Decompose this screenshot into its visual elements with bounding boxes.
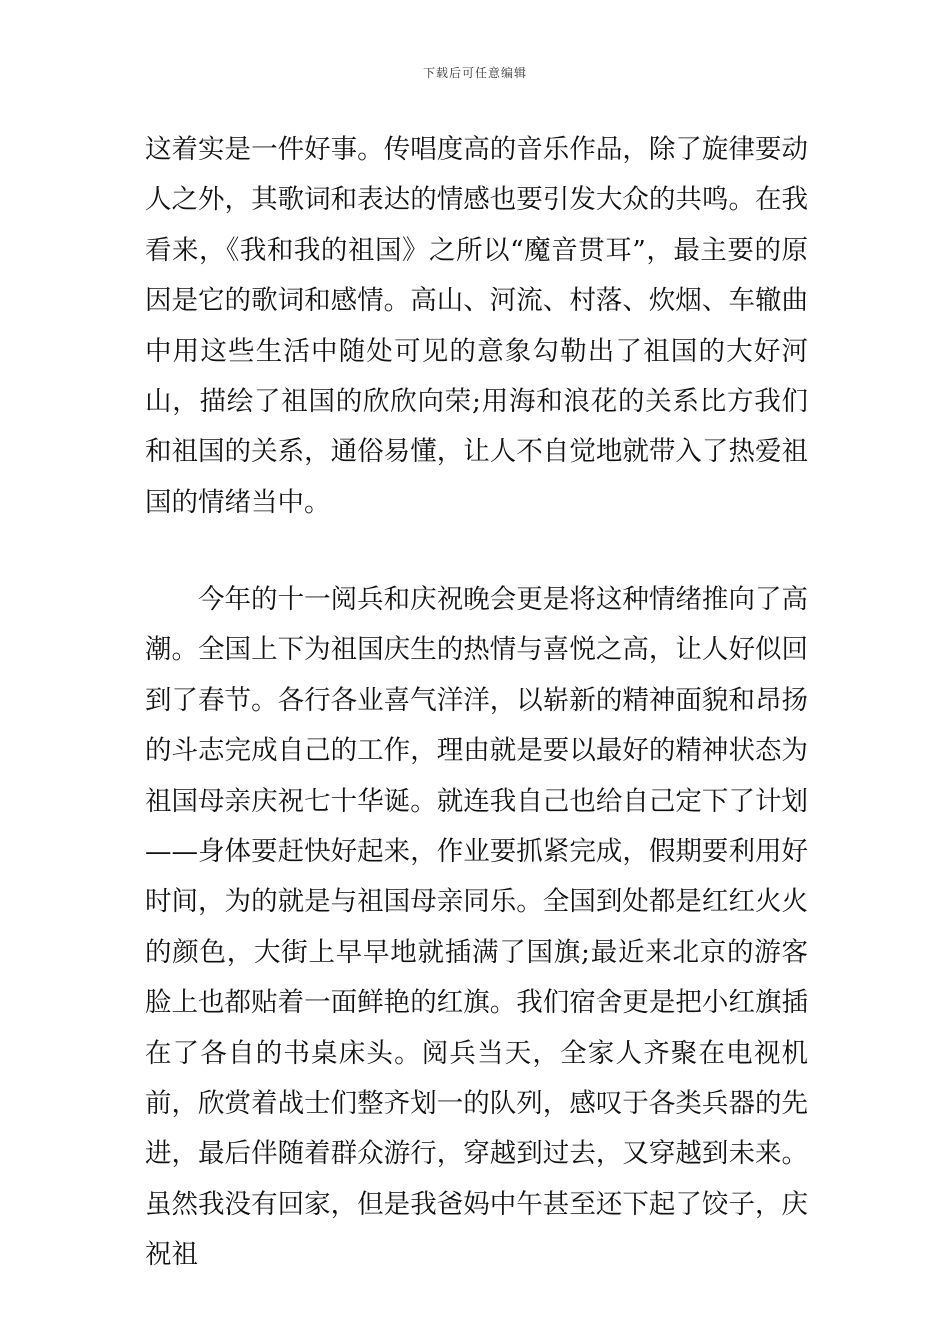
body-paragraph-2: 今年的十一阅兵和庆祝晚会更是将这种情绪推向了高潮。全国上下为祖国庆生的热情与喜悦之高，让人好似回到了春节。各行各业喜气洋洋，以崭新的精神面貌和昂扬的斗志完成自己的工作，理由就是要以最好的精神状态为祖国母亲庆祝七十华诞。就连我自己也给自己定下了计划——身体要赶快好起来，作业要抓紧完成，假期要利用好时间，为的就是与祖国母亲同乐。全国到处都是红红火火的颜色，大街上早早地就插满了国旗;最近来北京的游客脸上也都贴着一面鲜艳的红旗。我们宿舍更是把小红旗插在了各自的书桌床头。阅兵当天，全家人齐聚在电视机前，欣赏着战士们整齐划一的队列，感叹于各类兵器的先进，最后伴随着群众游行，穿越到过去，又穿越到未来。虽然我没有回家，但是我爸妈中午甚至还下起了饺子，庆祝祖	[145, 584, 808, 1271]
body-paragraph-1: 这着实是一件好事。传唱度高的音乐作品，除了旋律要动人之外，其歌词和表达的情感也要引发大众的共鸣。在我看来，《我和我的祖国》之所以“魔音贯耳”，最主要的原因是它的歌词和感情。高山、河流、村落、炊烟、车辙曲中用这些生活中随处可见的意象勾勒出了祖国的大好河山，描绘了祖国的欣欣向荣;用海和浪花的关系比方我们和祖国的关系，通俗易懂，让人不自觉地就带入了热爱祖国的情绪当中。	[145, 134, 808, 518]
page-header-note: 下载后可任意编辑	[422, 66, 527, 80]
